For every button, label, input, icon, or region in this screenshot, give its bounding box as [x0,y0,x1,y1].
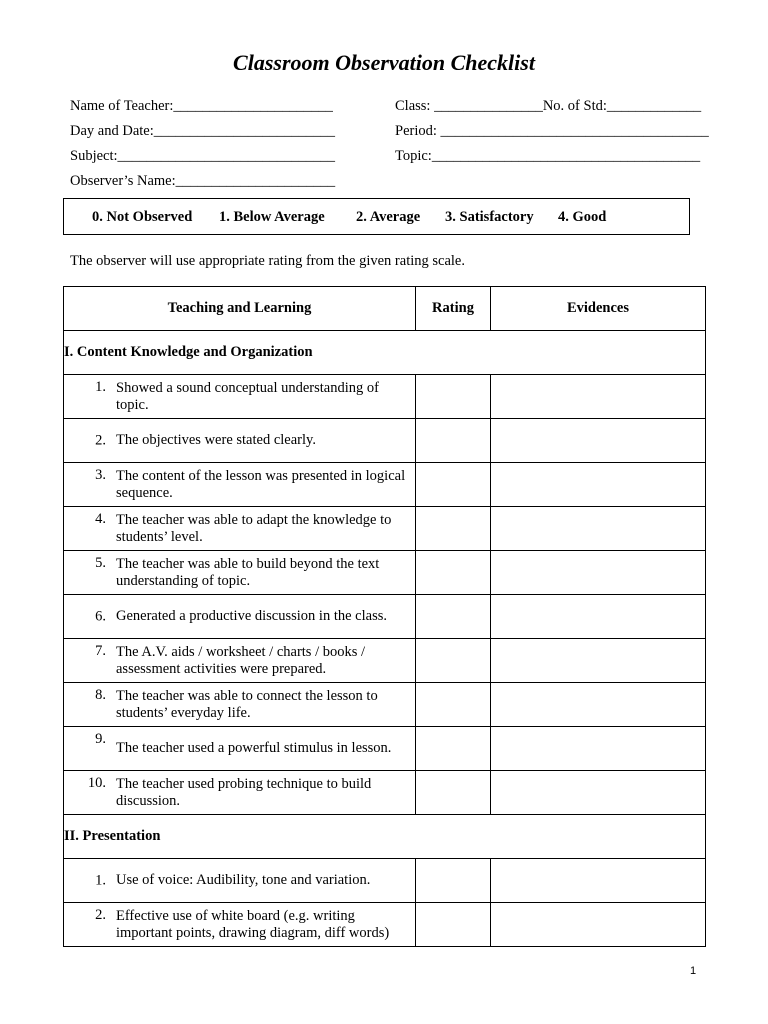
rating-cell[interactable] [416,419,491,463]
rating-cell[interactable] [416,639,491,683]
item-number: 8. [95,687,106,703]
item-text: The objectives were stated clearly. [116,432,316,448]
scale-item-good: 4. Good [558,209,607,225]
criterion-cell [64,375,416,419]
evidence-cell[interactable] [491,463,706,507]
item-number: 1. [95,872,106,888]
item-number: 3. [95,467,106,483]
item-text: The teacher was able to connect the lesson to students’ everyday life. [116,687,378,721]
item-text: The teacher used probing technique to build discussion. [116,775,372,809]
table-row [64,727,706,771]
criterion-cell [64,595,416,639]
table-row [64,903,706,947]
rating-cell[interactable] [416,903,491,947]
section-row [64,331,706,375]
rating-cell[interactable] [416,507,491,551]
observation-table [63,286,706,947]
page-number: 1 [690,965,697,977]
item-text: Use of voice: Audibility, tone and variation. [116,872,371,888]
section-row [64,815,706,859]
section-title: II. Presentation [64,815,706,859]
table-row [64,683,706,727]
item-number: 5. [95,555,106,571]
section-title: I. Content Knowledge and Organization [64,331,706,375]
evidence-cell[interactable] [491,595,706,639]
evidence-cell[interactable] [491,639,706,683]
item-text: The teacher was able to adapt the knowledge to students’ level. [116,511,392,545]
table-row [64,595,706,639]
subject-field[interactable]: Subject:______________________________ [70,148,336,164]
rating-cell[interactable] [416,375,491,419]
observer-name-field[interactable]: Observer’s Name:______________________ [70,173,336,189]
criterion-cell [64,419,416,463]
header-rating: Rating [416,287,491,331]
criterion-cell [64,903,416,947]
item-text: Showed a sound conceptual understanding of topic. [116,379,379,413]
header-evidences: Evidences [491,287,706,331]
rating-instruction: The observer will use appropriate rating from the given rating scale. [70,253,465,269]
rating-cell[interactable] [416,771,491,815]
item-number: 1. [95,379,106,395]
table-row [64,771,706,815]
table-header-row [64,287,706,331]
item-number: 2. [95,907,106,923]
item-text: The teacher used a powerful stimulus in lesson. [116,740,392,756]
item-number: 6. [95,608,106,624]
criterion-cell [64,639,416,683]
day-date-field[interactable]: Day and Date:_________________________ [70,123,335,139]
scale-item-below-average: 1. Below Average [219,209,325,225]
teacher-name-field[interactable]: Name of Teacher:______________________ [70,98,333,114]
item-text: The A.V. aids / worksheet / charts / books / assessment activities were prepared. [116,643,366,677]
evidence-cell[interactable] [491,375,706,419]
criterion-cell [64,859,416,903]
class-field[interactable]: Class: _______________No. of Std:_____________ [395,98,702,114]
criterion-cell [64,683,416,727]
rating-cell[interactable] [416,463,491,507]
item-number: 2. [95,432,106,448]
scale-item-satisfactory: 3. Satisfactory [445,209,534,225]
item-number: 9. [95,731,106,747]
item-text: The content of the lesson was presented in logical sequence. [116,467,406,501]
table-row [64,419,706,463]
scale-item-not-observed: 0. Not Observed [92,209,193,225]
rating-scale-box [63,198,690,235]
evidence-cell[interactable] [491,683,706,727]
topic-field[interactable]: Topic:_____________________________________ [395,148,701,164]
table-row [64,375,706,419]
item-number: 7. [95,643,106,659]
evidence-cell[interactable] [491,419,706,463]
evidence-cell[interactable] [491,771,706,815]
criterion-cell [64,463,416,507]
criterion-cell [64,507,416,551]
table-row [64,639,706,683]
item-text: Generated a productive discussion in the class. [116,608,387,624]
item-number: 4. [95,511,106,527]
scale-item-average: 2. Average [356,209,421,225]
evidence-cell[interactable] [491,727,706,771]
evidence-cell[interactable] [491,551,706,595]
period-field[interactable]: Period: _____________________________________ [395,123,709,139]
table-row [64,551,706,595]
rating-cell[interactable] [416,859,491,903]
table-row [64,859,706,903]
criterion-cell [64,771,416,815]
item-number: 10. [87,775,106,791]
table-row [64,463,706,507]
header-teaching-learning: Teaching and Learning [64,287,416,331]
table-row [64,507,706,551]
evidence-cell[interactable] [491,859,706,903]
item-text: Effective use of white board (e.g. writing important points, drawing diagram, diff words) [116,907,390,941]
evidence-cell[interactable] [491,507,706,551]
evidence-cell[interactable] [491,903,706,947]
page-title: Classroom Observation Checklist [233,50,535,75]
criterion-cell [64,727,416,771]
item-text: The teacher was able to build beyond the text understanding of topic. [116,555,380,589]
rating-cell[interactable] [416,551,491,595]
rating-cell[interactable] [416,683,491,727]
rating-cell[interactable] [416,727,491,771]
rating-cell[interactable] [416,595,491,639]
criterion-cell [64,551,416,595]
